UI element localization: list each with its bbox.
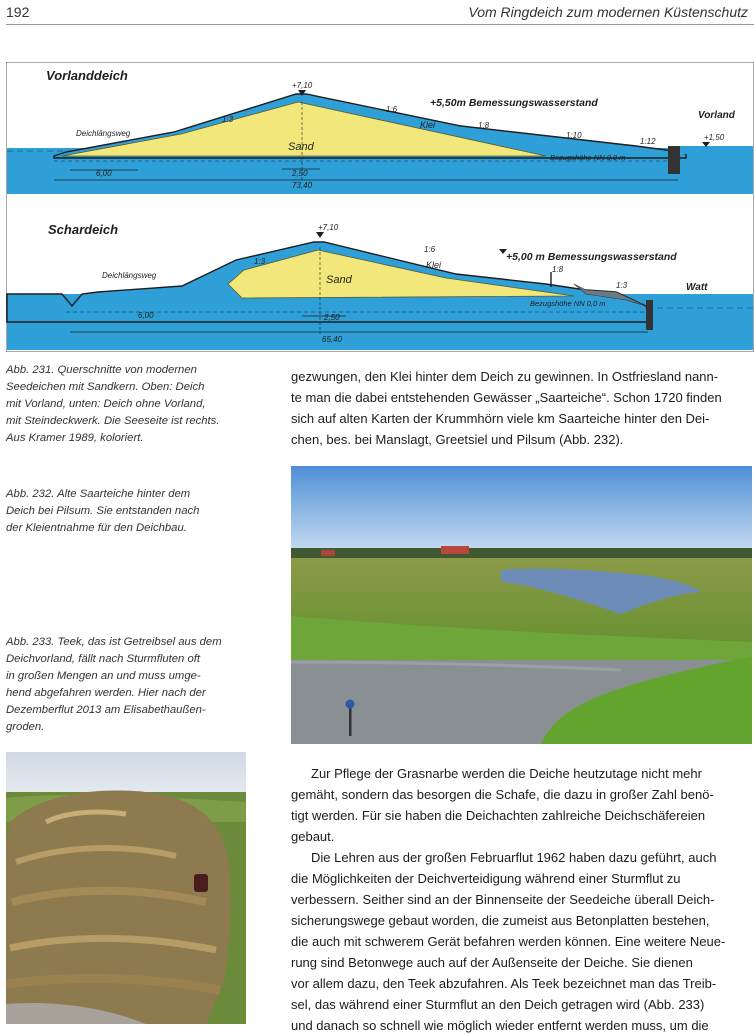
caption-abb-231	[6, 362, 256, 447]
photo-teek-elisabethaussengroden	[6, 752, 246, 1024]
schar-crest-level: +7,10	[318, 223, 339, 232]
body-line: und danach so schnell wie möglich wieder entfernt werden muss, um die	[291, 1018, 709, 1033]
vorland-foreland-label: Vorland	[698, 110, 735, 121]
schar-path-label: Deichlängsweg	[102, 271, 157, 280]
body-line: te man die dabei entstehenden Gewässer „Saarteiche“. Schon 1720 finden	[291, 390, 722, 405]
caption-233-line: in großen Mengen an und muss umge-	[6, 670, 201, 682]
schar-design-level: +5,00 m Bemessungswasserstand	[506, 251, 677, 263]
vorland-slope-toe: 1:12	[640, 137, 656, 146]
schar-dim-path: 6,00	[138, 311, 154, 320]
body-line: sel, das während einer Sturmflut an den Deich getragen wird (Abb. 233)	[291, 997, 705, 1012]
schar-clay-label: Klei	[426, 260, 442, 270]
schar-slope-inner: 1:3	[254, 257, 266, 266]
caption-abb-232	[6, 486, 256, 537]
vorland-slope-lower: 1:10	[566, 131, 582, 140]
caption-231-line: Seedeichen mit Sandkern. Oben: Deich	[6, 381, 205, 393]
body-line: chen, bes. bei Manslagt, Greetsiel und Pilsum (Abb. 232).	[291, 432, 624, 447]
body-line: tigt werden. Für sie haben die Deichachten zahlreiche Deichschäfereien	[291, 808, 706, 823]
caption-231-line: Abb. 231. Querschnitte von modernen	[6, 364, 197, 376]
caption-231-line: mit Vorland, unten: Deich ohne Vorland,	[6, 398, 206, 410]
vorland-slope-upper: 1:6	[386, 105, 398, 114]
caption-233-line: hend abgefahren werden. Hier nach der	[6, 687, 206, 699]
vorland-clay-label: Klei	[420, 120, 436, 130]
body-line: gezwungen, den Klei hinter dem Deich zu gewinnen. In Ostfriesland nann-	[291, 369, 719, 384]
body-line: vor allem dazu, den Teek abzufahren. Als Teek bezeichnet man das Treib-	[291, 976, 717, 991]
header-rule	[6, 24, 754, 25]
vorland-reference-level: Bezugshöhe NN 0,0 m	[550, 153, 626, 162]
vorland-path-label: Deichlängsweg	[76, 129, 131, 138]
caption-233-line: Dezemberflut 2013 am Elisabethaußen-	[6, 704, 206, 716]
vorland-dim-crest: 2,50	[292, 169, 308, 178]
caption-233-line: Abb. 233. Teek, das ist Getreibsel aus dem	[6, 636, 222, 648]
vorland-crest-level: +7,10	[292, 81, 313, 90]
vorland-slope-inner: 1:3	[222, 115, 234, 124]
photo-saarteiche-pilsum	[291, 466, 752, 744]
schar-title: Schardeich	[48, 222, 119, 237]
schar-slope-toe: 1:3	[616, 281, 628, 290]
schar-dim-crest: 2,50	[324, 313, 340, 322]
body-line: die auch mit schwerem Gerät befahren werden können. Eine weitere Neue-	[291, 934, 726, 949]
caption-233-line: Deichvorland, fällt nach Sturmfluten oft	[6, 653, 201, 665]
schar-slope-mid: 1:8	[552, 265, 564, 274]
body-line: verbessern. Seither sind an der Binnenseite der Seedeiche überall Deich-	[291, 892, 715, 907]
running-title: Vom Ringdeich zum modernen Küstenschutz	[468, 4, 748, 20]
vorland-slope-mid: 1:8	[478, 121, 490, 130]
schar-tidal-flat-label: Watt	[686, 282, 708, 293]
schar-reference-level: Bezugshöhe NN 0,0 m	[530, 299, 606, 308]
vorland-sand-label: Sand	[288, 141, 314, 153]
caption-233-line: groden.	[6, 721, 45, 733]
schar-sand-label: Sand	[326, 274, 352, 286]
caption-232-line: Deich bei Pilsum. Sie entstanden nach	[6, 505, 200, 517]
vorland-foreland-level: +1,50	[704, 133, 725, 142]
caption-232-line: der Kleientnahme für den Deichbau.	[6, 522, 187, 534]
page-number: 192	[6, 4, 30, 20]
caption-231-line: mit Steindeckwerk. Die Seeseite ist rechts.	[6, 415, 220, 427]
caption-231-line: Aus Kramer 1989, koloriert.	[6, 432, 144, 444]
schar-dim-total: 65,40	[322, 335, 343, 344]
vorland-design-level: +5,50m Bemessungswasserstand	[430, 97, 598, 109]
body-line: sicherungswege gebaut worden, die zumeist aus Betonplatten bestehen,	[291, 913, 710, 928]
body-line: rung sind Betonwege auch auf der Außenseite der Deiche. Sie dienen	[291, 955, 693, 970]
body-paragraph-1	[291, 366, 751, 450]
body-paragraph-2	[291, 763, 751, 847]
body-line: gemäht, sondern das besorgen die Schafe, die dazu in großer Zahl benö-	[291, 787, 714, 802]
caption-abb-233	[6, 634, 256, 736]
body-line: sich auf alten Karten der Krummhörn viele km Saarteiche hinter den Dei-	[291, 411, 710, 426]
body-paragraph-3	[291, 847, 751, 1036]
body-line: gebaut.	[291, 829, 335, 844]
vorland-dim-path: 6,00	[96, 169, 112, 178]
figure-231-dike-cross-sections	[6, 62, 754, 352]
caption-232-line: Abb. 232. Alte Saarteiche hinter dem	[6, 488, 191, 500]
body-line: Die Lehren aus der großen Februarflut 1962 haben dazu geführt, auch	[311, 850, 717, 865]
schar-slope-upper: 1:6	[424, 245, 436, 254]
body-line: Zur Pflege der Grasnarbe werden die Deiche heutzutage nicht mehr	[311, 766, 702, 781]
body-line: die Möglichkeiten der Deichverteidigung während einer Sturmflut zu	[291, 871, 681, 886]
vorland-dim-total: 73,40	[292, 181, 313, 190]
vorland-title: Vorlanddeich	[46, 68, 128, 83]
